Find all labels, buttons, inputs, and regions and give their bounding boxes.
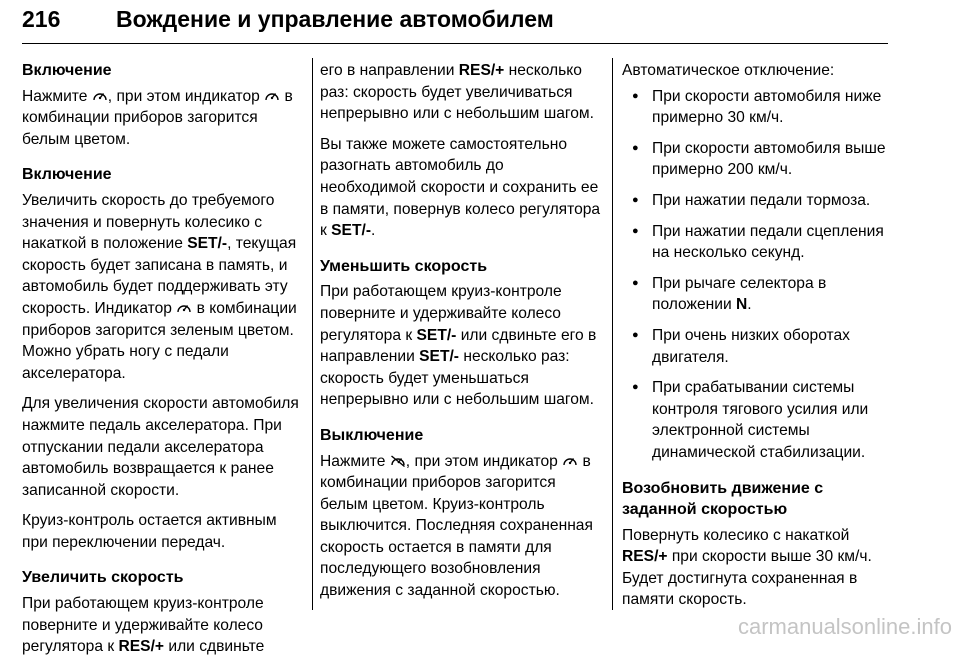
section-heading: Включение	[22, 62, 112, 79]
text: Нажмите	[320, 452, 390, 470]
text: при скорости выше 30 км/ч. Будет достигнута сохраненная в памяти скорость.	[622, 548, 872, 609]
section-heading: Увеличить скорость	[22, 569, 184, 587]
text: или сдвиньте его в направлении	[320, 326, 597, 366]
cruise-control-off-icon	[390, 454, 406, 468]
paragraph	[320, 451, 602, 602]
cruise-control-icon	[562, 454, 578, 468]
text: или сдвиньте	[164, 638, 265, 656]
text: .	[371, 222, 376, 240]
paragraph: Автоматическое отключение:	[622, 62, 835, 79]
watermark: carmanualsonline.info	[737, 614, 952, 639]
cruise-control-icon	[264, 89, 280, 103]
text: , при этом индикатор	[405, 452, 563, 470]
text: , текущая скорость будет записана в память, и автомобиль будет поддерживать эту скорость. Индикатор	[22, 235, 297, 317]
column-divider	[612, 58, 613, 610]
text: в комбинации приборов загорится белым цветом.	[22, 87, 293, 148]
control-label: N	[736, 296, 748, 314]
paragraph	[320, 134, 602, 242]
paragraph	[320, 281, 602, 411]
control-label: RES/+	[118, 638, 165, 656]
cruise-control-icon	[92, 89, 108, 103]
text: Вы также можете самостоятельно разогнать автомобиль до необходимой скорости и сохранить ее в памяти, повернув колесо регулятора к	[320, 135, 601, 240]
control-label: SET/-	[416, 326, 457, 344]
text: в комбинации приборов загорится белым цветом. Круиз-контроль выключится. Последняя сохраненная скорость остается в памяти для последующего возобновления движения с заданной скоростью.	[320, 452, 593, 600]
list-item: ● При нажатии педали тормоза.	[622, 190, 888, 212]
text: При работающем круиз-контроле поверните и удерживайте колесо регулятора к	[320, 283, 562, 344]
text: .	[747, 296, 752, 314]
list-item	[622, 273, 888, 316]
column-3	[622, 60, 888, 620]
control-label: SET/-	[331, 222, 372, 240]
text: При рычаге селектора в положении	[652, 274, 827, 314]
column-divider	[312, 58, 313, 610]
paragraph: Для увеличения скорости автомобиля нажмите педаль акселератора. При отпускании педали акселератора автомобиль возвращается к ранее записанной скорости.	[22, 395, 299, 499]
text: Увеличить скорость до требуемого значения и повернуть колесико с накаткой в положение	[22, 191, 275, 253]
paragraph	[320, 60, 602, 125]
section-heading: Возобновить движение с заданной скоростью	[622, 479, 824, 519]
section-heading: Выключение	[320, 426, 424, 444]
text: его в направлении	[320, 62, 459, 79]
control-label: RES/+	[458, 62, 505, 79]
control-label: RES/+	[622, 548, 668, 566]
list-item: ● При очень низких оборотах двигателя.	[622, 325, 888, 368]
text: При работающем круиз-контроле поверните и удерживайте колесо регулятора к	[22, 595, 264, 656]
paragraph	[22, 190, 304, 384]
bullet-list	[622, 86, 888, 464]
page-number: 216	[22, 6, 61, 32]
control-label: SET/-	[187, 235, 228, 253]
text: несколько раз: скорость будет уменьшаться непрерывно или с небольшим шагом.	[320, 348, 594, 409]
section-heading: Включение	[22, 166, 112, 184]
text: в комбинации приборов загорится зеленым цветом. Можно убрать ногу с педали акселератора.	[22, 299, 297, 382]
paragraph	[622, 525, 888, 611]
control-label: SET/-	[419, 348, 459, 366]
list-item: ● При срабатывании системы контроля тягового усилия или электронной системы динамической стабилизации.	[622, 377, 888, 463]
text: Нажмите	[22, 87, 92, 105]
paragraph	[22, 86, 304, 151]
list-item: ● При нажатии педали сцепления на несколько секунд.	[622, 221, 888, 264]
list-item: ● При скорости автомобиля ниже примерно 30 км/ч.	[622, 86, 888, 129]
page-header	[22, 4, 888, 44]
text: Повернуть колесико с накаткой	[622, 526, 850, 544]
text: несколько раз: скорость будет увеличиваться непрерывно или с небольшим шагом.	[320, 62, 594, 123]
paragraph: Круиз-контроль остается активным при переключении передач.	[22, 512, 277, 551]
paragraph	[22, 593, 304, 658]
list-item: ● При скорости автомобиля выше примерно 200 км/ч.	[622, 138, 888, 181]
page-title: Вождение и управление автомобилем	[116, 6, 554, 32]
column-2	[320, 60, 602, 611]
cruise-control-icon	[176, 301, 192, 315]
text: , при этом индикатор	[107, 87, 265, 105]
section-heading: Уменьшить скорость	[320, 257, 488, 275]
column-1	[22, 60, 304, 667]
